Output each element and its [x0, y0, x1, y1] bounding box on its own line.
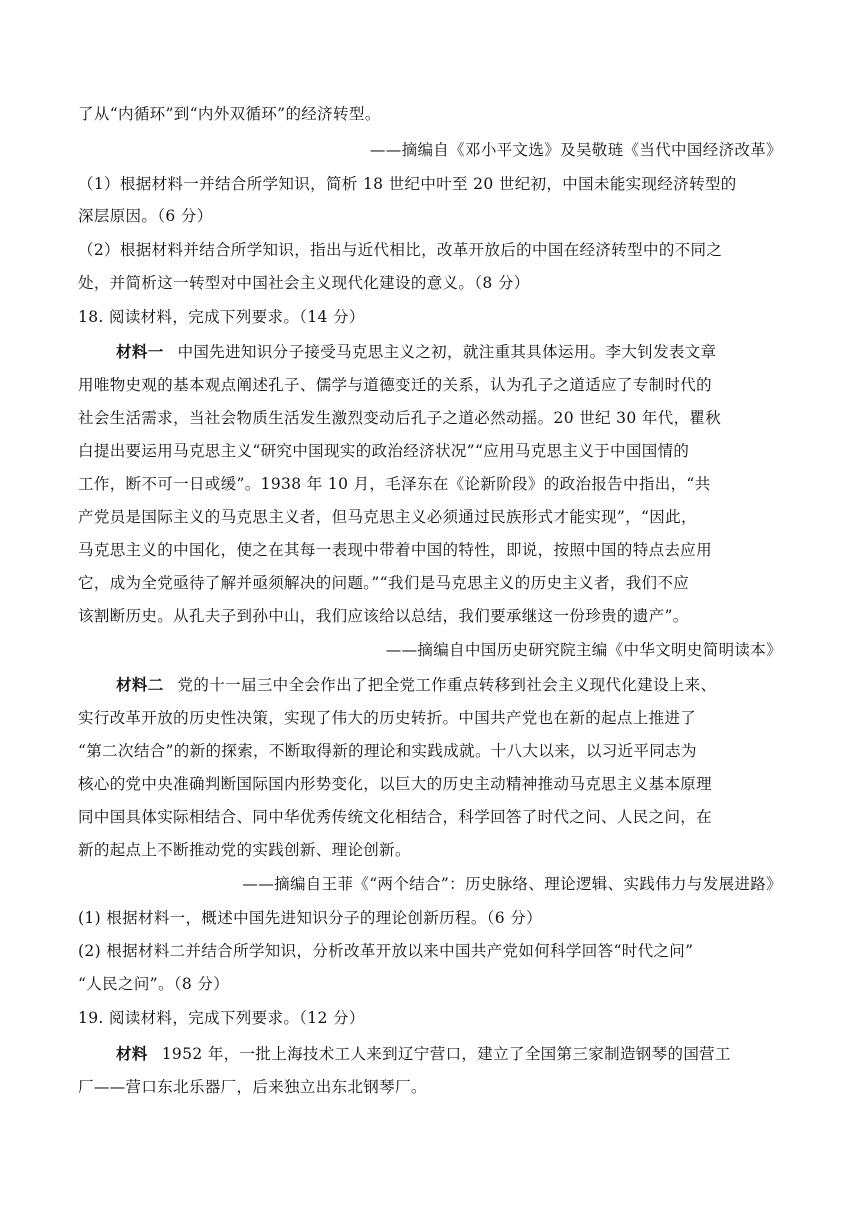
source-citation: ——摘编自王菲《“两个结合”：历史脉络、理论逻辑、实践伟力与发展进路》	[242, 875, 782, 893]
material-label: 材料二	[116, 675, 164, 694]
text-line: 厂——营口东北乐器厂，后来独立出东北钢琴厂。	[78, 1078, 427, 1096]
text-span: 中国先进知识分子接受马克思主义之初，就注重其具体运用。李大钊发表文章	[177, 343, 717, 361]
text-line: 它，成为全党亟待了解并亟须解决的问题。”“我们是马克思主义的历史主义者，我们不应	[78, 574, 690, 592]
question-line: 深层原因。（6 分）	[78, 207, 213, 225]
material-paragraph-line	[116, 342, 782, 362]
text-line: 白提出要运用马克思主义“研究中国现实的政治经济状况”“应用马克思主义于中国国情的	[78, 442, 690, 460]
material-label: 材料一	[116, 342, 164, 361]
question-heading: 18. 阅读材料，完成下列要求。（14 分）	[78, 308, 365, 326]
question-line: 处，并简析这一转型对中国社会主义现代化建设的意义。（8 分）	[78, 274, 530, 292]
text-line: 社会生活需求，当社会物质生活发生激烈变动后孔子之道必然动摇。20 世纪 30 年代，瞿秋	[78, 409, 722, 427]
text-line: 马克思主义的中国化，使之在其每一表现中带着中国的特性，即说，按照中国的特点去应用	[78, 541, 713, 559]
text-line: 核心的党中央准确判断国际国内形势变化，以巨大的历史主动精神推动马克思主义基本原理	[78, 775, 713, 793]
question-heading: 19. 阅读材料，完成下列要求。（12 分）	[78, 1009, 365, 1027]
text-span: 1952 年，一批上海技术工人来到辽宁营口，建立了全国第三家制造钢琴的国营工	[161, 1045, 731, 1063]
question-line: （2）根据材料并结合所学知识，指出与近代相比，改革开放后的中国在经济转型中的不同之	[78, 241, 723, 259]
question-line: “人民之问”。（8 分）	[78, 975, 230, 993]
text-span: 党的十一届三中全会作出了把全党工作重点转移到社会主义现代化建设上来、	[177, 676, 717, 694]
text-line: 同中国具体实际相结合、同中华优秀传统文化相结合，科学回答了时代之问、人民之问，在	[78, 808, 713, 826]
text-line: 产党员是国际主义的马克思主义者，但马克思主义必须通过民族形式才能实现”，“因此，	[78, 508, 697, 526]
source-citation: ——摘编自《邓小平文选》及吴敬琏《当代中国经济改革》	[369, 141, 782, 159]
text-line: 了从“内循环”到“内外双循环”的经济转型。	[78, 105, 381, 123]
question-line: (1) 根据材料一，概述中国先进知识分子的理论创新历程。（6 分）	[78, 909, 542, 927]
question-line: (2) 根据材料二并结合所学知识，分析改革开放以来中国共产党如何科学回答“时代之问”	[78, 942, 694, 960]
material-label: 材料	[116, 1044, 148, 1063]
text-line: 用唯物史观的基本观点阐述孔子、儒学与道德变迁的关系，认为孔子之道适应了专制时代的	[78, 376, 713, 394]
question-line: （1）根据材料一并结合所学知识，简析 18 世纪中叶至 20 世纪初，中国未能实现经济转型的	[78, 175, 737, 193]
text-line: 工作，断不可一日或缓”。1938 年 10 月，毛泽东在《论新阶段》的政治报告中指出，“共	[78, 475, 711, 493]
text-line: 该割断历史。从孔夫子到孙中山，我们应该给以总结，我们要承继这一份珍贵的遗产”。	[78, 607, 689, 625]
material-paragraph-line	[116, 1044, 782, 1064]
text-line: “第二次结合”的新的探索，不断取得新的理论和实践成就。十八大以来，以习近平同志为	[78, 742, 697, 760]
text-line: 实行改革开放的历史性决策，实现了伟大的历史转折。中国共产党也在新的起点上推进了	[78, 709, 697, 727]
material-paragraph-line	[116, 675, 782, 695]
source-citation: ——摘编自中国历史研究院主编《中华文明史简明读本》	[385, 641, 782, 659]
text-line: 新的起点上不断推动党的实践创新、理论创新。	[78, 841, 411, 859]
